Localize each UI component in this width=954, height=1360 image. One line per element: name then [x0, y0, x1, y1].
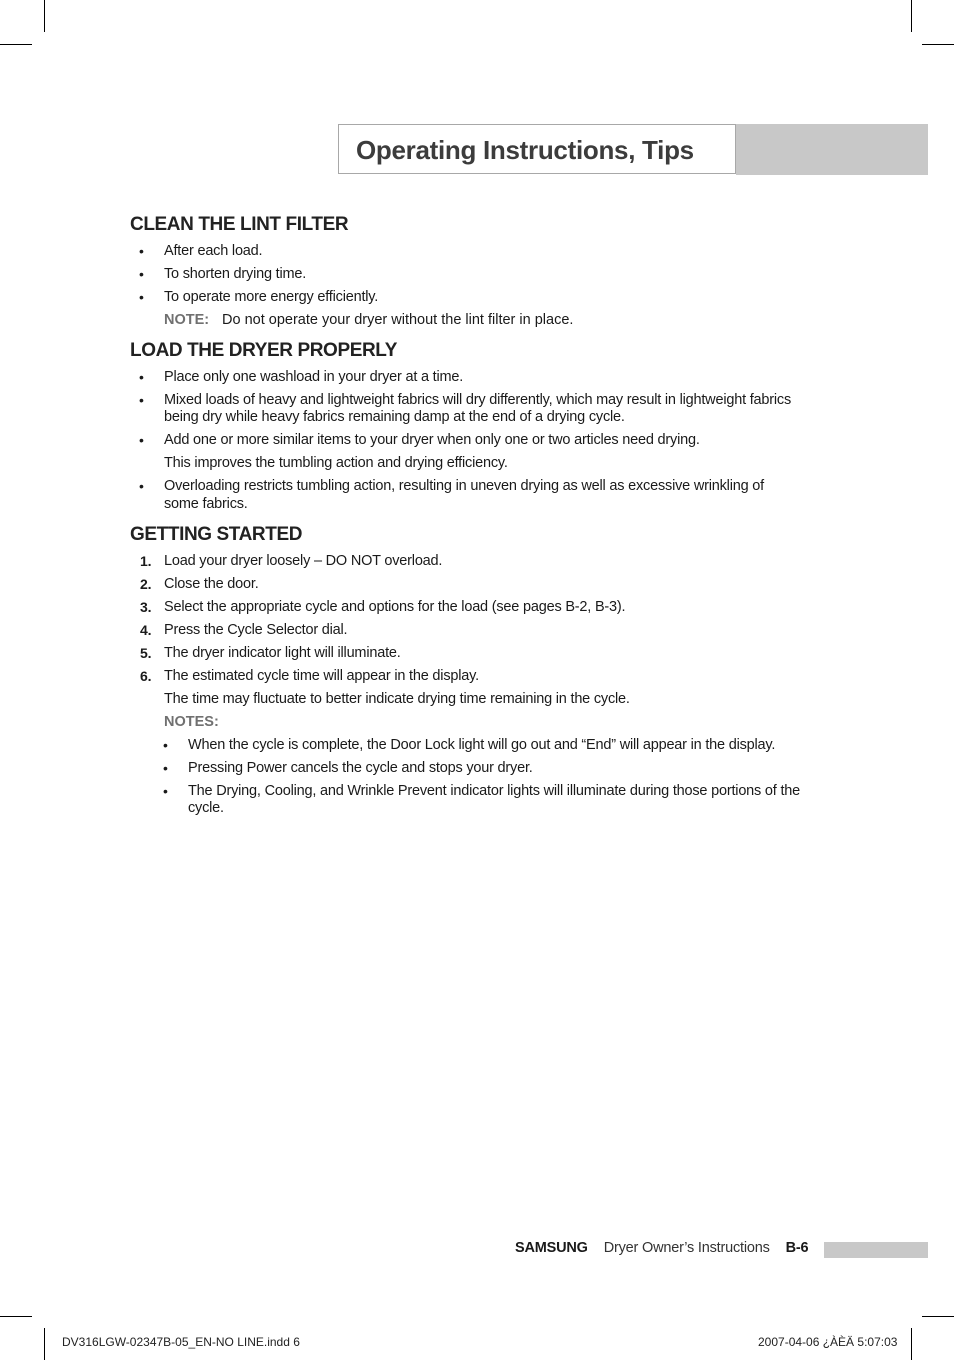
bullet-icon: •	[163, 782, 168, 799]
bullet-icon: •	[139, 288, 144, 305]
list-item: • After each load.	[139, 242, 263, 259]
bullet-list	[130, 369, 800, 450]
footer-doc-title: Dryer Owner’s Instructions	[603, 1240, 770, 1256]
section-heading: LOAD THE DRYER PROPERLY	[130, 340, 398, 361]
page-footer	[515, 1240, 808, 1256]
section-heading: GETTING STARTED	[130, 524, 303, 545]
crop-mark	[0, 44, 32, 45]
crop-mark	[0, 1316, 32, 1317]
notes-list	[130, 737, 800, 818]
notes-label: NOTES:	[164, 713, 219, 730]
list-item: • Overloading restricts tumbling action, resulting in uneven drying as well as excessive wrinkling of some fabrics.	[139, 478, 764, 512]
page-title: Operating Instructions, Tips	[356, 135, 694, 165]
bullet-icon: •	[139, 391, 144, 408]
bullet-icon: •	[163, 759, 168, 776]
crop-mark	[911, 0, 912, 32]
crop-mark	[922, 44, 954, 45]
step-number: 1.	[140, 552, 152, 569]
crop-mark	[922, 1316, 954, 1317]
slug-timestamp: 2007-04-06 ¿ÀÈÄ 5:07:03	[758, 1335, 898, 1349]
section-getting-started	[130, 523, 800, 818]
bullet-icon: •	[163, 736, 168, 753]
step-item: 1. Load your dryer loosely – DO NOT overload.	[140, 552, 443, 569]
bullet-icon: •	[139, 478, 144, 494]
step-number: 6.	[140, 667, 152, 684]
header-accent-bar	[736, 124, 928, 175]
footer-accent-bar	[824, 1242, 928, 1258]
step-item: 6. The estimated cycle time will appear in the display.	[140, 667, 479, 684]
page-number: B-6	[785, 1240, 809, 1256]
step-item: 3. Select the appropriate cycle and options for the load (see pages B-2, B-3).	[140, 598, 626, 615]
list-item: • Place only one washload in your dryer at a time.	[139, 368, 464, 385]
crop-mark	[44, 1328, 45, 1360]
note-text: Do not operate your dryer without the lint filter in place.	[222, 311, 574, 328]
step-number: 2.	[140, 575, 152, 592]
bullet-list	[130, 478, 800, 513]
continuation-text: The time may fluctuate to better indicate drying time remaining in the cycle.	[164, 690, 630, 707]
bullet-icon: •	[139, 265, 144, 282]
step-item: 4. Press the Cycle Selector dial.	[140, 621, 348, 638]
step-number: 5.	[140, 644, 152, 661]
note-label: NOTE:	[164, 311, 210, 328]
list-item: • Add one or more similar items to your dryer when only one or two articles need drying.	[139, 432, 700, 448]
bullet-icon: •	[139, 368, 144, 385]
bullet-list	[130, 243, 800, 307]
list-item: • To operate more energy efficiently.	[139, 288, 379, 305]
list-item: • Mixed loads of heavy and lightweight fabrics will dry differently, which may result in lightweight fabrics being dry while heavy fabrics remaining damp at the end of a drying cycle.	[139, 391, 792, 425]
header-title-box	[338, 124, 736, 174]
numbered-list	[130, 553, 800, 686]
bullet-icon: •	[139, 242, 144, 259]
step-number: 3.	[140, 598, 152, 615]
continuation-text: This improves the tumbling action and drying efficiency.	[164, 455, 508, 471]
crop-mark	[44, 0, 45, 32]
list-item: • To shorten drying time.	[139, 265, 307, 282]
step-item: 5. The dryer indicator light will illuminate.	[140, 644, 401, 661]
step-number: 4.	[140, 621, 152, 638]
list-item: • The Drying, Cooling, and Wrinkle Prevent indicator lights will illuminate during those portions of the cycle.	[163, 782, 801, 816]
crop-mark	[911, 1328, 912, 1360]
section-heading: CLEAN THE LINT FILTER	[130, 214, 349, 235]
bullet-icon: •	[139, 432, 144, 448]
list-item: • Pressing Power cancels the cycle and stops your dryer.	[163, 759, 533, 776]
step-item: 2. Close the door.	[140, 575, 259, 592]
main-content	[130, 213, 800, 818]
list-item: • When the cycle is complete, the Door Lock light will go out and “End” will appear in the display.	[163, 736, 776, 753]
slug-filename: DV316LGW-02347B-05_EN-NO LINE.indd 6	[62, 1335, 300, 1349]
footer-brand: SAMSUNG	[515, 1240, 588, 1256]
section-load-dryer	[130, 339, 800, 513]
section-clean-lint-filter	[130, 213, 800, 329]
note	[130, 312, 800, 330]
